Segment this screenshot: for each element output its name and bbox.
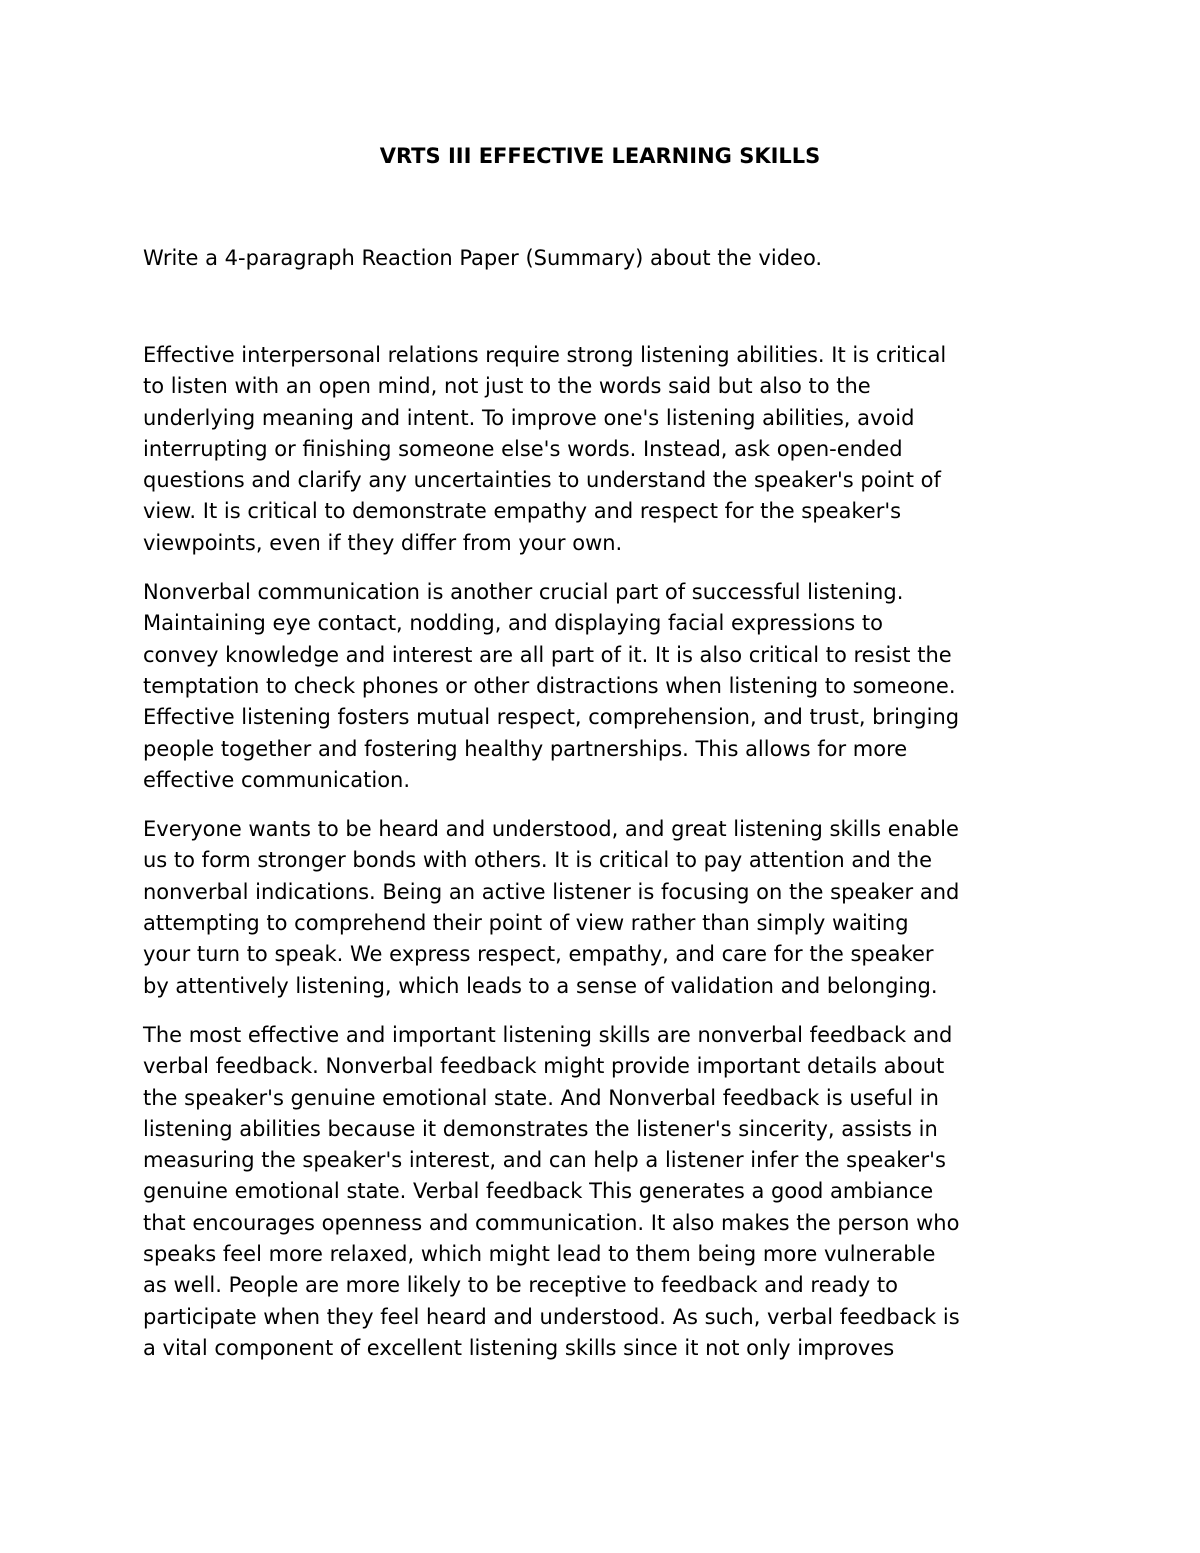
paragraph-line: by attentively listening, which leads to a sense of validation and belonging. <box>143 973 938 998</box>
paragraph-line: underlying meaning and intent. To improve one's listening abilities, avoid <box>143 405 915 430</box>
paragraph-line: view. It is critical to demonstrate empathy and respect for the speaker's <box>143 499 902 524</box>
paragraph-4 <box>143 1020 1073 1364</box>
paragraph-line: your turn to speak. We express respect, empathy, and care for the speaker <box>143 942 934 967</box>
paragraph-1 <box>143 340 1073 559</box>
document-body <box>143 340 1073 1382</box>
paragraph-line: listening abilities because it demonstrates the listener's sincerity, assists in <box>143 1116 938 1141</box>
paragraph-line: to listen with an open mind, not just to the words said but also to the <box>143 374 871 399</box>
paragraph-line: genuine emotional state. Verbal feedback This generates a good ambiance <box>143 1179 934 1204</box>
paragraph-line: the speaker's genuine emotional state. And Nonverbal feedback is useful in <box>143 1085 939 1110</box>
paragraph-line: Effective listening fosters mutual respect, comprehension, and trust, bringing <box>143 705 960 730</box>
paragraph-line: people together and fostering healthy partnerships. This allows for more <box>143 736 908 761</box>
paragraph-line: viewpoints, even if they differ from your own. <box>143 530 623 555</box>
paragraph-line: interrupting or finishing someone else's words. Instead, ask open-ended <box>143 436 903 461</box>
paragraph-line: measuring the speaker's interest, and can help a listener infer the speaker's <box>143 1148 946 1173</box>
assignment-prompt: Write a 4-paragraph Reaction Paper (Summary) about the video. <box>143 246 823 270</box>
paragraph-line: convey knowledge and interest are all part of it. It is also critical to resist the <box>143 642 952 667</box>
paragraph-2 <box>143 577 1073 796</box>
paragraph-line: Maintaining eye contact, nodding, and displaying facial expressions to <box>143 611 883 636</box>
paragraph-line: The most effective and important listening skills are nonverbal feedback and <box>143 1022 953 1047</box>
paragraph-line: participate when they feel heard and understood. As such, verbal feedback is <box>143 1304 960 1329</box>
paragraph-line: nonverbal indications. Being an active listener is focusing on the speaker and <box>143 879 960 904</box>
paragraph-line: Nonverbal communication is another crucial part of successful listening. <box>143 580 904 605</box>
paragraph-line: temptation to check phones or other distractions when listening to someone. <box>143 673 956 698</box>
paragraph-line: attempting to comprehend their point of view rather than simply waiting <box>143 911 909 936</box>
paragraph-line: Effective interpersonal relations require strong listening abilities. It is critical <box>143 343 947 367</box>
paragraph-line: verbal feedback. Nonverbal feedback might provide important details about <box>143 1054 945 1079</box>
paragraph-line: that encourages openness and communication. It also makes the person who <box>143 1210 960 1235</box>
paragraph-line: questions and clarify any uncertainties to understand the speaker's point of <box>143 468 941 493</box>
paragraph-line: speaks feel more relaxed, which might lead to them being more vulnerable <box>143 1242 936 1267</box>
paragraph-line: us to form stronger bonds with others. It is critical to pay attention and the <box>143 848 933 873</box>
paragraph-line: effective communication. <box>143 767 411 792</box>
paragraph-line: a vital component of excellent listening skills since it not only improves <box>143 1335 895 1360</box>
paragraph-3 <box>143 814 1073 1002</box>
paragraph-line: as well. People are more likely to be receptive to feedback and ready to <box>143 1273 898 1298</box>
paragraph-line: Everyone wants to be heard and understood, and great listening skills enable <box>143 817 959 842</box>
document-title: VRTS III EFFECTIVE LEARNING SKILLS <box>379 144 821 168</box>
